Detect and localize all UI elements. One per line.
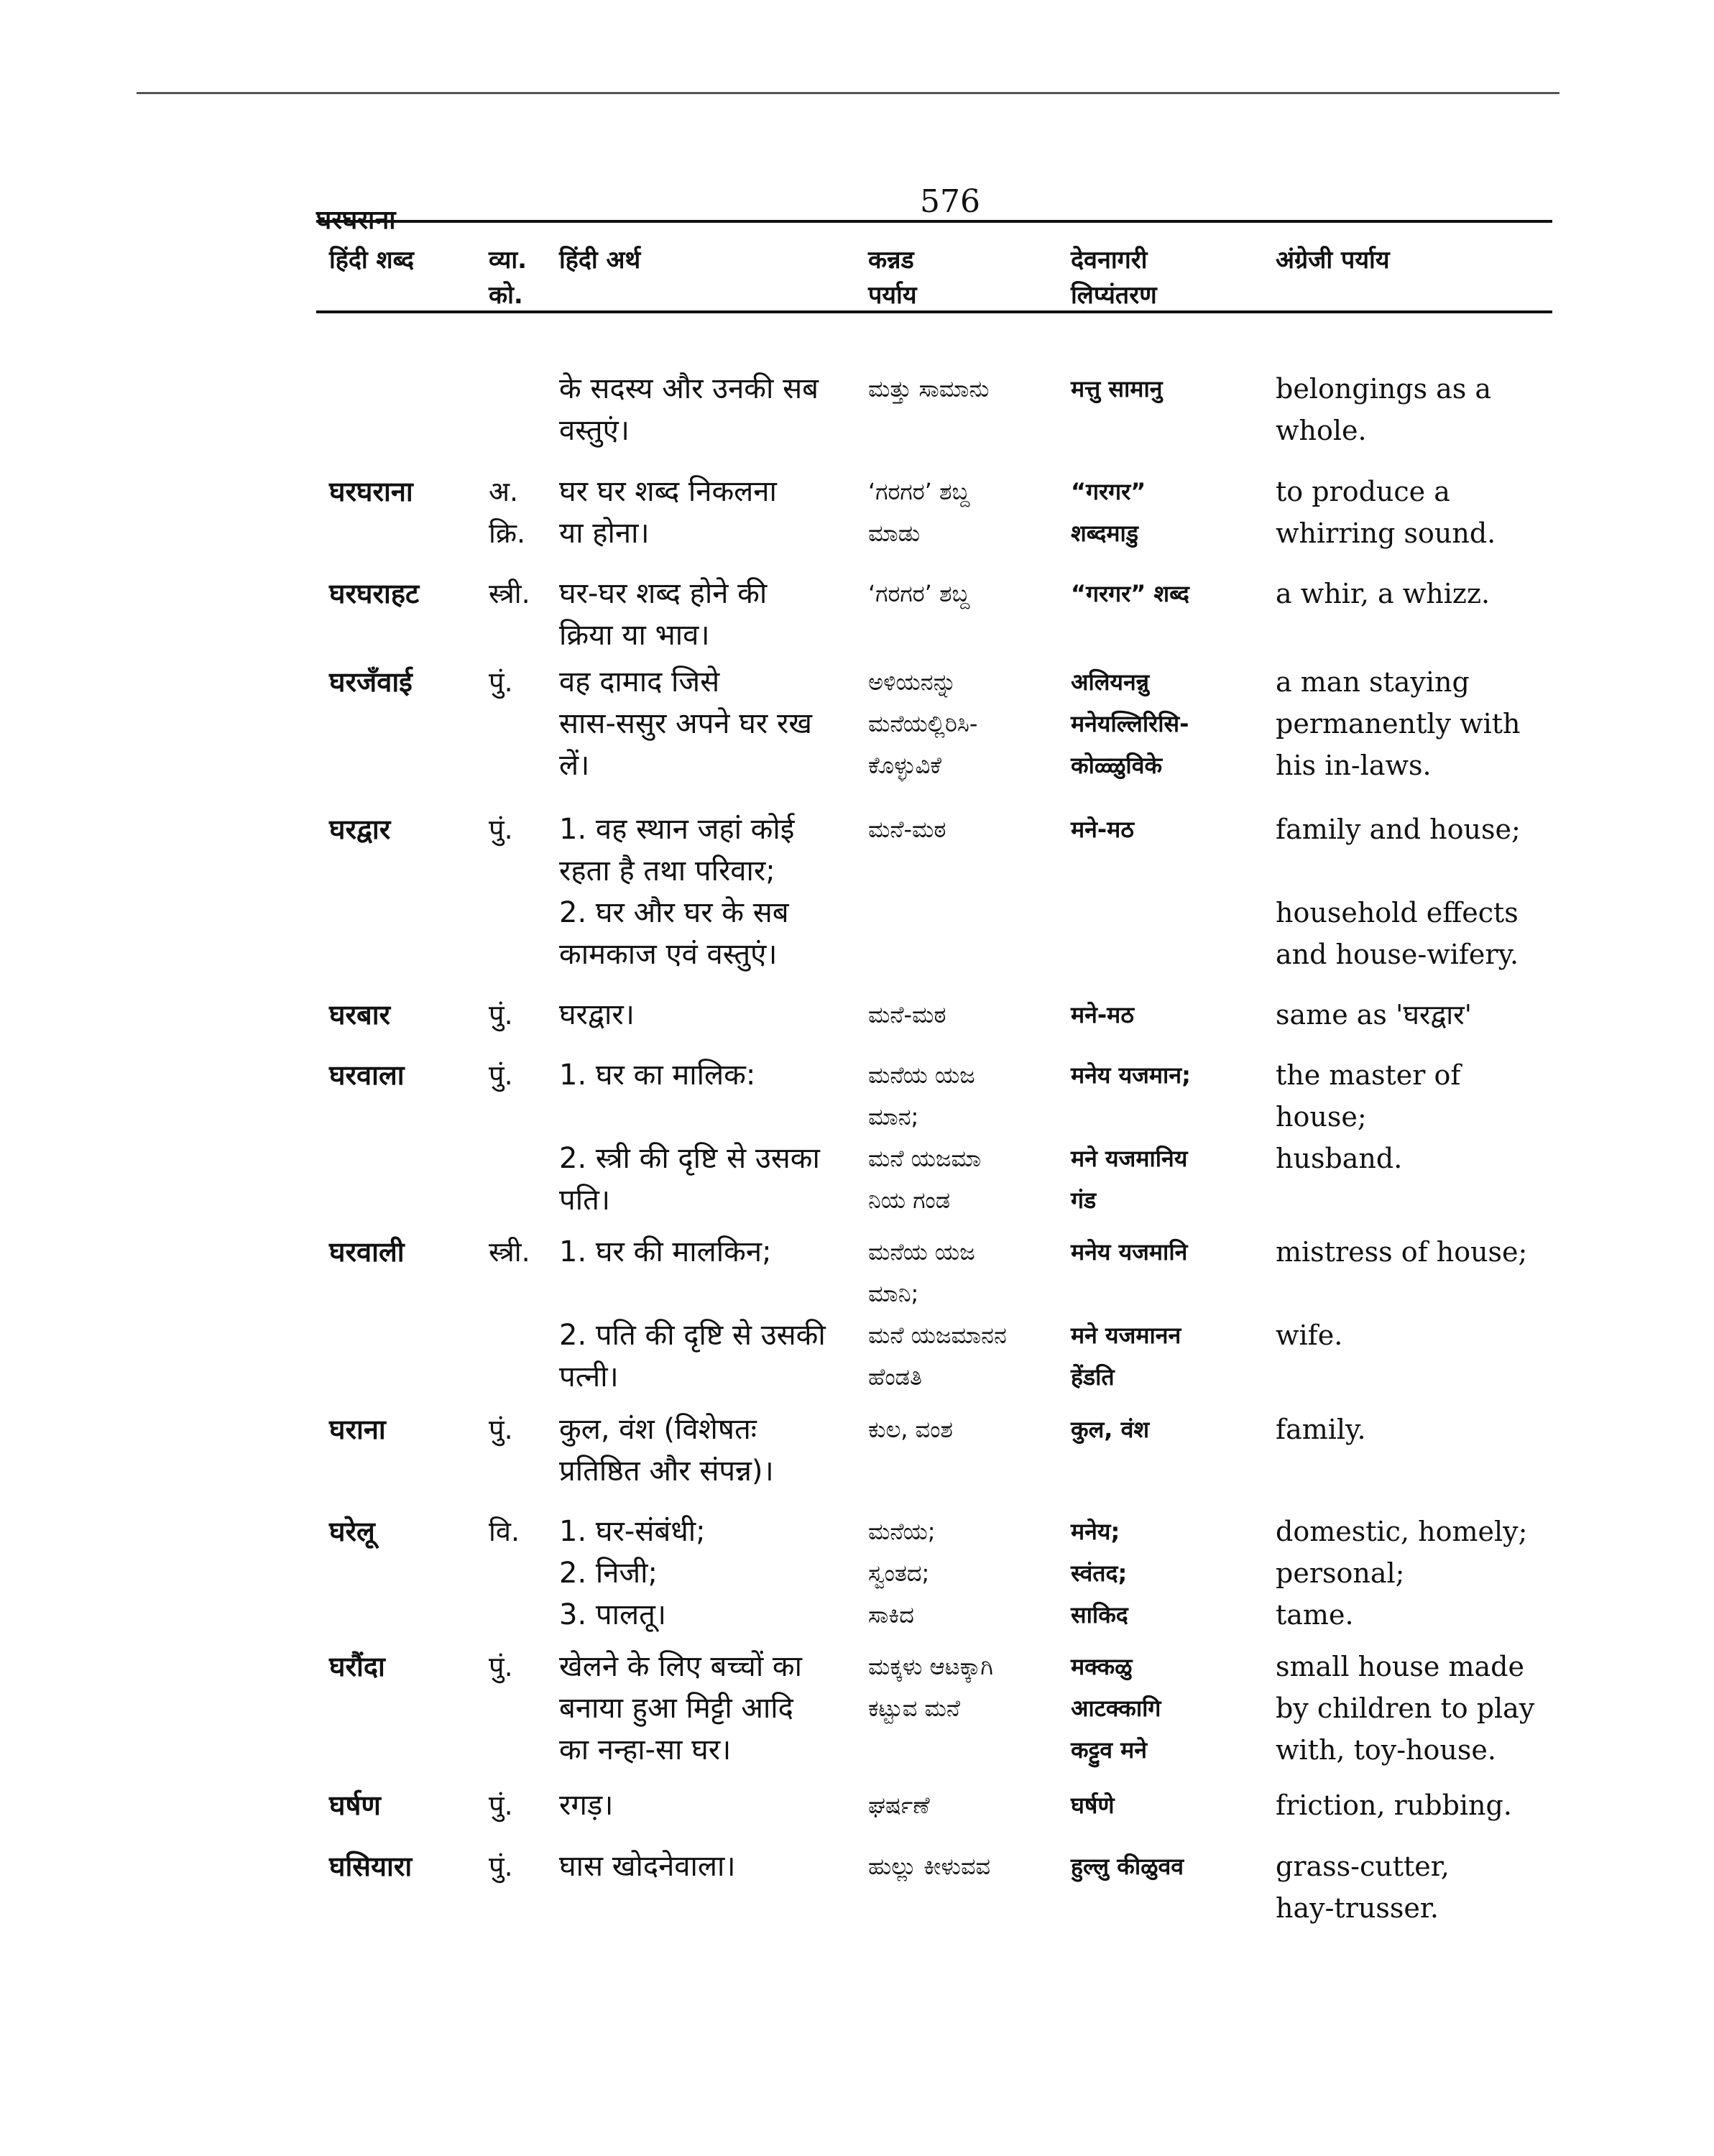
entry-headword-line: घरद्वार <box>329 814 391 845</box>
entry-headword <box>329 471 413 512</box>
entry-grammar-line: पुं. <box>489 1851 513 1882</box>
entry-devanagari-line: मने-मठ <box>1071 1001 1134 1028</box>
entry-english-line: tame. <box>1276 1599 1354 1631</box>
entry-meaning-line: 1. घर का मालिक: <box>559 1059 756 1092</box>
entry-meaning-line: 2. निजी; <box>559 1557 658 1590</box>
entry-kannada-line: ಮನೆ ಯಜಮಾನನ <box>868 1322 1007 1349</box>
entry-grammar-line: वि. <box>489 1516 520 1547</box>
entry-kannada <box>868 808 946 850</box>
entry-english-line <box>1276 1273 1527 1314</box>
entry-grammar-line: पुं. <box>489 814 513 845</box>
entry-headword-line: घरवाला <box>329 1059 405 1091</box>
entry-headword-line: घराना <box>329 1414 386 1445</box>
entry-grammar <box>489 471 525 554</box>
column-header-kannada <box>868 243 917 314</box>
entry-devanagari-line: “गरगर” <box>1071 478 1146 505</box>
entry-meaning <box>559 1784 613 1826</box>
entry-grammar <box>489 573 530 614</box>
entry-english-line <box>1276 850 1521 892</box>
entry-meaning-line <box>559 1273 826 1314</box>
entry-devanagari <box>1071 573 1189 614</box>
entry-meaning-line: 1. घर की मालकिन; <box>559 1235 772 1268</box>
entry-grammar <box>489 1054 513 1096</box>
entry-devanagari <box>1071 1846 1184 1887</box>
entry-meaning-line: 3. पालतू। <box>559 1598 667 1631</box>
entry-kannada-line: ಮನೆಯ ಯಜ <box>868 1061 975 1089</box>
entry-kannada-line: ನಿಯ ಗಂಡ <box>868 1187 951 1214</box>
entry-english-line: same as 'घरद्वार' <box>1276 999 1473 1031</box>
entry-meaning-line: के सदस्य और उनकी सब <box>559 372 819 405</box>
entry-english-line: by children to play <box>1276 1692 1535 1724</box>
entry-kannada <box>868 1054 981 1221</box>
entry-devanagari <box>1071 994 1134 1036</box>
entry-meaning <box>559 1511 706 1636</box>
column-header-english: अंग्रेजी पर्याय <box>1276 246 1390 275</box>
entry-meaning-line: पति। <box>559 1184 611 1217</box>
entry-english-line: family and house; <box>1276 814 1521 845</box>
entry-meaning <box>559 1409 774 1492</box>
entry-english-line: with, toy-house. <box>1276 1734 1496 1766</box>
entry-english-line: a whir, a whizz. <box>1276 578 1490 609</box>
entry-meaning-line: पत्नी। <box>559 1360 619 1393</box>
entry-grammar-line: पुं. <box>489 1059 513 1091</box>
entry-english <box>1276 661 1521 786</box>
entry-headword-line: घरबार <box>329 999 391 1031</box>
entry-grammar <box>489 808 513 850</box>
entry-devanagari-line: हुल्लु कीळुवव <box>1071 1853 1184 1880</box>
entry-english-line: husband. <box>1276 1143 1403 1174</box>
entry-devanagari-line: मनेयल्लिरिसि- <box>1071 710 1189 737</box>
entry-meaning <box>559 368 819 451</box>
entry-kannada-line: ಮಕ್ಕಳು ಆಟಕ್ಕಾಗಿ <box>868 1653 993 1680</box>
entry-english <box>1276 1409 1366 1450</box>
entry-kannada <box>868 471 969 554</box>
entry-grammar <box>489 1646 513 1687</box>
entry-meaning <box>559 471 777 554</box>
entry-devanagari-line: मक्कळु <box>1071 1653 1133 1680</box>
entry-devanagari-line: मने यजमानिय <box>1071 1145 1188 1172</box>
entry-kannada-line: ‘ಗರಗರ’ ಶಬ್ದ <box>868 580 970 607</box>
entry-english-line: hay-trusser. <box>1276 1892 1439 1924</box>
entry-headword-line: घरवाली <box>329 1236 405 1268</box>
entry-meaning <box>559 1054 820 1221</box>
entry-devanagari-line: घर्षणे <box>1071 1792 1115 1819</box>
entry-headword <box>329 994 390 1036</box>
entry-kannada <box>868 1646 993 1729</box>
entry-devanagari-line: “गरगर” शब्द <box>1071 580 1189 607</box>
entry-headword <box>329 1231 405 1273</box>
entry-headword-line: घरघराहट <box>329 578 420 609</box>
entry-meaning <box>559 994 635 1036</box>
entry-devanagari-line <box>1071 1096 1191 1138</box>
entry-english-line: house; <box>1276 1101 1367 1133</box>
entry-english <box>1276 1846 1450 1929</box>
entry-devanagari-line: मनेय; <box>1071 1518 1120 1545</box>
entry-kannada <box>868 994 946 1036</box>
entry-grammar-line: स्त्री. <box>489 578 530 609</box>
entry-headword-line <box>329 368 338 410</box>
column-header-headword: हिंदी शब्द <box>329 246 415 275</box>
entry-headword <box>329 368 338 410</box>
entry-english-line: to produce a <box>1276 476 1450 507</box>
entry-english-line: the master of <box>1276 1059 1461 1091</box>
entry-english <box>1276 1054 1460 1179</box>
entry-grammar-line: पुं. <box>489 1789 513 1821</box>
entry-kannada-line: ಮನೆ ಯಜಮಾ <box>868 1145 982 1172</box>
entry-headword <box>329 1511 375 1552</box>
entry-kannada-line: ಮಾನ; <box>868 1103 919 1130</box>
entry-devanagari-line: स्वंतद; <box>1071 1560 1128 1587</box>
entry-kannada-line: ಮತ್ತು ಸಾಮಾನು <box>868 375 990 402</box>
entry-devanagari-line: अलियनन्नु <box>1071 668 1149 696</box>
entry-english-line: whole. <box>1276 415 1367 446</box>
entry-headword-line: घर्षण <box>329 1789 381 1821</box>
entry-kannada <box>868 1846 990 1887</box>
top-page-rule <box>137 92 1559 94</box>
entry-headword-line: घरौंदा <box>329 1651 385 1682</box>
entry-headword-line: घरघराना <box>329 476 413 507</box>
entry-kannada-line: ಮನೆಯ ಯಜ <box>868 1238 975 1266</box>
entry-english <box>1276 1511 1527 1636</box>
entry-grammar <box>489 1511 520 1552</box>
entry-devanagari-line <box>1071 1273 1187 1314</box>
entry-english-line: whirring sound. <box>1276 517 1496 549</box>
entry-headword <box>329 1646 385 1687</box>
entry-headword <box>329 661 413 703</box>
entry-meaning-line: 2. पति की दृष्टि से उसकी <box>559 1319 826 1352</box>
entry-kannada <box>868 1784 930 1826</box>
entry-meaning-line: 2. स्त्री की दृष्टि से उसका <box>559 1142 820 1175</box>
entry-english-line: grass-cutter, <box>1276 1851 1450 1882</box>
entry-english <box>1276 471 1496 554</box>
entry-grammar-line: क्रि. <box>489 517 526 549</box>
entry-kannada-line: ಮನೆ-ಮಠ <box>868 1001 946 1028</box>
entry-english <box>1276 573 1490 614</box>
column-header-grammar-line1: व्या. <box>489 246 527 275</box>
entry-kannada <box>868 1231 1007 1398</box>
entry-meaning-line: 1. घर-संबंधी; <box>559 1515 706 1548</box>
entry-meaning-line: घरद्वार। <box>559 998 635 1031</box>
entry-meaning <box>559 573 767 656</box>
column-header-devanagari-line1: देवनागरी <box>1071 246 1148 275</box>
entry-meaning-line: कामकाज एवं वस्तुएं। <box>559 938 778 971</box>
entry-grammar-line: पुं. <box>489 1651 513 1682</box>
entry-meaning-line: लें। <box>559 749 590 782</box>
entry-meaning-line: 2. घर और घर के सब <box>559 896 789 929</box>
entry-grammar-line: पुं. <box>489 1414 513 1445</box>
entry-meaning-line: कुल, वंश (विशेषतः <box>559 1413 757 1446</box>
entry-kannada-line: ಕುಲ, ವಂಶ <box>868 1416 953 1443</box>
entry-english-line: family. <box>1276 1414 1366 1445</box>
entry-devanagari-line: मने यजमानन <box>1071 1322 1181 1349</box>
entry-devanagari-line: मनेय यजमानि <box>1071 1238 1188 1266</box>
entry-devanagari-line: मने-मठ <box>1071 816 1134 843</box>
entry-headword <box>329 1784 381 1826</box>
entry-kannada-line: ಸ್ವಂತದ; <box>868 1560 930 1587</box>
entry-kannada-line: ಮಾನಿ; <box>868 1280 919 1307</box>
entry-kannada-line: ಮನೆಯಲ್ಲಿರಿಸಿ- <box>868 710 978 737</box>
entry-devanagari <box>1071 471 1146 554</box>
entry-devanagari <box>1071 368 1163 410</box>
entry-meaning <box>559 808 794 975</box>
entry-english-line: personal; <box>1276 1557 1405 1589</box>
entry-meaning-line: घर घर शब्द निकलना <box>559 475 777 508</box>
entry-meaning <box>559 1846 736 1887</box>
entry-devanagari <box>1071 661 1189 786</box>
entry-meaning-line: बनाया हुआ मिट्टी आदि <box>559 1692 793 1725</box>
column-header-meaning: हिंदी अर्थ <box>559 246 641 275</box>
entry-devanagari-line: हेंडति <box>1071 1363 1115 1391</box>
entry-meaning-line: रगड़। <box>559 1789 614 1822</box>
entry-english-line: mistress of house; <box>1276 1236 1528 1268</box>
entry-english <box>1276 808 1521 975</box>
entry-devanagari <box>1071 808 1134 850</box>
entry-kannada-line: ಘರ್ಷಣೆ <box>868 1792 930 1819</box>
entry-english-line: belongings as a <box>1276 373 1492 405</box>
entry-grammar-line: पुं. <box>489 999 513 1031</box>
entry-headword-line: घरजँवाई <box>329 666 413 698</box>
entry-meaning-line: रहता है तथा परिवार; <box>559 854 775 888</box>
entry-kannada-line: ಸಾಕಿದ <box>868 1601 914 1628</box>
entry-kannada-line: ಕೊಳ್ಳುವಿಕೆ <box>868 752 941 779</box>
entry-headword <box>329 1846 412 1887</box>
entry-kannada-line: ಅಳಿಯನನ್ನು <box>868 668 957 696</box>
entry-english-line: domestic, homely; <box>1276 1516 1528 1547</box>
entry-meaning-line: वह दामाद जिसे <box>559 665 720 699</box>
entry-devanagari-line: मत्तु सामानु <box>1071 375 1163 402</box>
entry-devanagari-line: आटक्कागि <box>1071 1695 1161 1722</box>
entry-english-line: friction, rubbing. <box>1276 1789 1512 1821</box>
entry-meaning-line: प्रतिष्ठित और संपन्न)। <box>559 1455 774 1488</box>
entry-devanagari <box>1071 1784 1115 1826</box>
entry-kannada <box>868 368 989 410</box>
entry-meaning <box>559 1646 802 1771</box>
entry-kannada <box>868 661 977 786</box>
entry-meaning-line: वस्तुएं। <box>559 414 630 447</box>
column-header-devanagari-line2: लिप्यंतरण <box>1071 281 1157 310</box>
entry-grammar <box>489 1409 513 1450</box>
entry-devanagari <box>1071 1054 1191 1221</box>
entry-kannada-line: ಹುಲ್ಲು ಕೀಳುವವ <box>868 1853 991 1880</box>
entry-grammar <box>489 1784 513 1826</box>
entry-english-line: wife. <box>1276 1319 1343 1351</box>
entry-meaning-line: का नन्हा-सा घर। <box>559 1733 732 1766</box>
entry-devanagari-line: कुल, वंश <box>1071 1416 1150 1443</box>
entry-kannada <box>868 1409 953 1450</box>
running-head: घरघराना <box>316 206 396 235</box>
column-header-grammar <box>489 243 527 314</box>
entry-kannada-line: ‘ಗರಗರ’ ಶಬ್ದ <box>868 478 970 505</box>
entry-headword-line: घरेलू <box>329 1516 375 1547</box>
entry-devanagari-line: साकिद <box>1071 1601 1128 1628</box>
entry-meaning-line: क्रिया या भाव। <box>559 619 710 652</box>
column-header-grammar-line2: को. <box>489 281 523 310</box>
entry-kannada-line: ಮನೆಯ; <box>868 1518 936 1545</box>
entry-devanagari-line: मनेय यजमान; <box>1071 1061 1191 1089</box>
entry-english <box>1276 1646 1534 1771</box>
entry-kannada-line: ಕಟ್ಟುವ ಮನೆ <box>868 1695 960 1722</box>
entry-meaning-line: या होना। <box>559 517 650 550</box>
column-header-kannada-line2: पर्याय <box>868 281 917 310</box>
entry-kannada <box>868 1511 936 1636</box>
entry-english-line: permanently with <box>1276 708 1521 740</box>
entry-devanagari <box>1071 1231 1187 1398</box>
entry-grammar-line: पुं. <box>489 666 513 698</box>
entry-meaning-line: 1. वह स्थान जहां कोई <box>559 813 795 846</box>
entry-devanagari <box>1071 1409 1149 1450</box>
entry-meaning-line: खेलने के लिए बच्चों का <box>559 1650 802 1683</box>
entry-english-line: a man staying <box>1276 666 1470 698</box>
entry-meaning <box>559 1231 826 1398</box>
entry-grammar <box>489 1846 513 1887</box>
entry-meaning <box>559 661 812 786</box>
entry-meaning-line: घर-घर शब्द होने की <box>559 577 768 610</box>
entry-english <box>1276 1231 1527 1356</box>
entry-grammar <box>489 1231 530 1273</box>
entry-kannada <box>868 573 969 614</box>
entry-devanagari <box>1071 1646 1161 1771</box>
entry-meaning-line <box>559 1096 820 1138</box>
column-header-kannada-line1: कन्नड <box>868 246 914 275</box>
header-bottom-rule <box>316 310 1552 313</box>
entry-english <box>1276 994 1472 1036</box>
entry-grammar <box>489 661 513 703</box>
entry-grammar-line: स्त्री. <box>489 1236 530 1268</box>
entry-kannada-line: ಮನೆ-ಮಠ <box>868 816 946 843</box>
entry-devanagari-line: शब्दमाडु <box>1071 520 1138 547</box>
entry-devanagari-line: कोळ्ळुविके <box>1071 752 1163 779</box>
page-number: 576 <box>920 183 980 220</box>
header-top-rule <box>316 220 1552 223</box>
entry-grammar <box>489 994 513 1036</box>
entry-devanagari-line: कट्टुव मने <box>1071 1736 1148 1764</box>
entry-meaning-line: सास-ससुर अपने घर रख <box>559 707 813 740</box>
entry-english <box>1276 1784 1512 1826</box>
entry-kannada-line: ಹೆಂಡತಿ <box>868 1363 922 1391</box>
entry-english-line: his in-laws. <box>1276 750 1432 781</box>
entry-grammar-line: अ. <box>489 476 519 507</box>
column-header-devanagari <box>1071 243 1157 314</box>
entry-headword <box>329 1409 386 1450</box>
entry-meaning-line: घास खोदनेवाला। <box>559 1850 736 1883</box>
entry-headword <box>329 573 419 614</box>
entry-devanagari-line: गंड <box>1071 1187 1097 1214</box>
entry-headword <box>329 808 390 850</box>
entry-headword <box>329 1054 405 1096</box>
entry-kannada-line: ಮಾಡು <box>868 520 921 547</box>
entry-devanagari <box>1071 1511 1128 1636</box>
entry-english-line: household effects <box>1276 897 1519 929</box>
entry-english-line: and house-wifery. <box>1276 939 1519 970</box>
entry-english <box>1276 368 1491 451</box>
entry-english-line: small house made <box>1276 1651 1524 1682</box>
entry-headword-line: घसियारा <box>329 1851 413 1882</box>
